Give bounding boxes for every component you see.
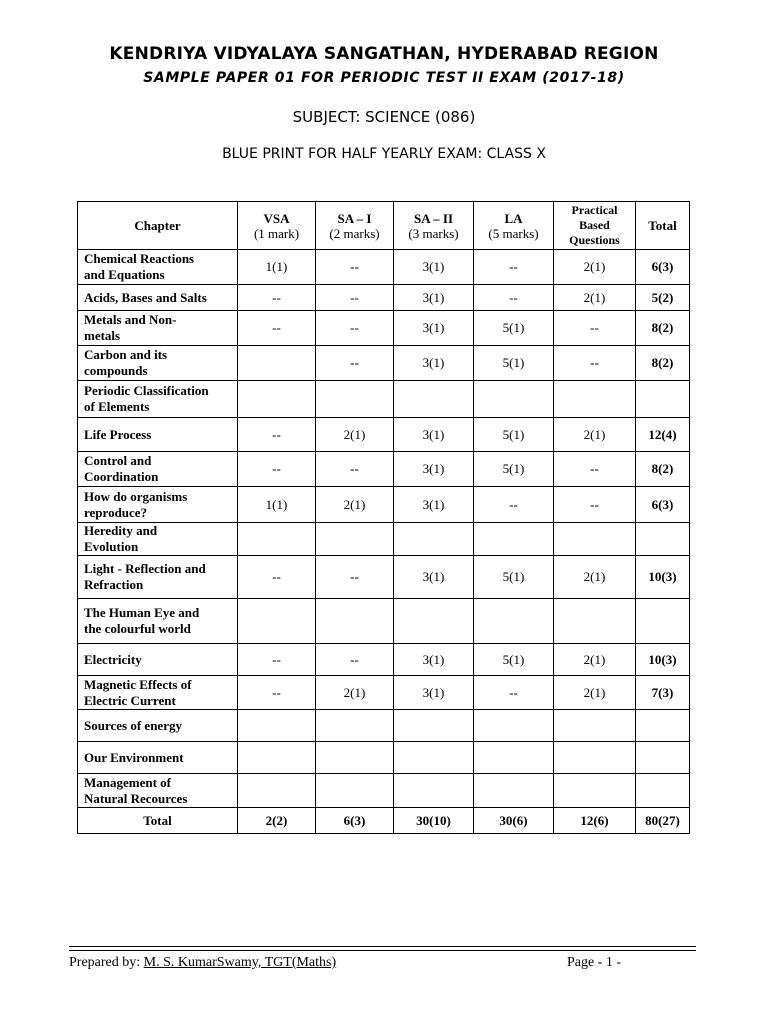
chapter-name-line: Acids, Bases and Salts [84,289,207,305]
header-sa1 [316,202,394,250]
total-label: Total [78,808,238,834]
chapter-cell [78,487,238,523]
table-row [78,523,690,556]
practical-cell: -- [554,346,636,381]
header-total: Total [636,202,690,250]
chapter-name-line: Metals and Non- [84,312,177,327]
sa2-cell [394,742,474,774]
page-number: Page - 1 - [567,955,622,970]
total-cell: 12(4) [636,418,690,452]
vsa-cell [238,346,316,381]
header-sa2 [394,202,474,250]
chapter-name-line: The Human Eye and [84,605,200,620]
sa1-cell [316,742,394,774]
vsa-cell [238,599,316,644]
practical-cell: 2(1) [554,644,636,676]
chapter-name-line: reproduce? [84,504,148,520]
la-cell: 5(1) [474,556,554,599]
chapter-name-line: How do organisms [84,488,188,504]
chapter-name-line: Natural Recources [84,790,188,806]
header-practical-line3: Questions [569,233,620,247]
vsa-cell: -- [238,556,316,599]
la-cell: 5(1) [474,644,554,676]
blueprint-table-body [78,250,690,808]
table-row [78,710,690,742]
total-cell: 7(3) [636,676,690,710]
chapter-cell [78,644,238,676]
vsa-cell: -- [238,418,316,452]
vsa-cell [238,774,316,808]
chapter-name-line: Light - Reflection and [84,561,206,576]
chapter-cell [78,742,238,774]
chapter-cell [78,285,238,311]
practical-cell: 2(1) [554,250,636,285]
practical-cell: -- [554,452,636,487]
table-row [78,556,690,599]
sa1-cell [316,523,394,556]
practical-cell [554,710,636,742]
sa1-cell [316,710,394,742]
practical-cell: 2(1) [554,556,636,599]
la-cell: -- [474,285,554,311]
chapter-cell [78,676,238,710]
table-row [78,487,690,523]
total-la: 30(6) [474,808,554,834]
total-cell: 10(3) [636,556,690,599]
sa1-cell: -- [316,346,394,381]
sa2-cell: 3(1) [394,644,474,676]
practical-cell [554,381,636,418]
vsa-cell: -- [238,311,316,346]
header-practical-line2: Based [579,218,610,232]
sa1-cell: -- [316,250,394,285]
vsa-cell: 1(1) [238,250,316,285]
author-name: M. S. KumarSwamy, TGT(Maths) [143,955,337,970]
chapter-name-line: compounds [84,363,148,378]
la-cell: -- [474,487,554,523]
practical-cell [554,523,636,556]
footer-prepared-by [69,955,336,971]
chapter-name-line: the colourful world [84,621,191,636]
chapter-cell [78,523,238,556]
total-cell: 10(3) [636,644,690,676]
table-row [78,742,690,774]
chapter-cell [78,381,238,418]
sa1-cell: 2(1) [316,676,394,710]
chapter-name-line: Our Environment [84,749,184,765]
la-cell: -- [474,250,554,285]
chapter-cell [78,710,238,742]
chapter-cell [78,774,238,808]
footer-divider [69,946,696,947]
header-vsa-label: VSA [263,210,290,226]
total-vsa: 2(2) [238,808,316,834]
la-cell: 5(1) [474,346,554,381]
header-sa2-label: SA – II [413,210,454,226]
total-cell: 6(3) [636,487,690,523]
la-cell [474,599,554,644]
la-cell: 5(1) [474,311,554,346]
sa2-cell: 3(1) [394,285,474,311]
header-vsa-marks: (1 mark) [253,225,300,241]
header-sa1-marks: (2 marks) [329,225,380,241]
header-practical-line1: Practical [571,203,618,217]
table-row [78,774,690,808]
paper-title: SAMPLE PAPER 01 FOR PERIODIC TEST II EXAM (2017-18) [143,70,625,86]
sa1-cell: -- [316,311,394,346]
total-cell [636,774,690,808]
sa2-cell: 3(1) [394,676,474,710]
practical-cell [554,599,636,644]
vsa-cell: -- [238,285,316,311]
total-cell: 8(2) [636,452,690,487]
sa1-cell [316,774,394,808]
header-chapter: Chapter [78,202,238,250]
sa1-cell: -- [316,285,394,311]
header-la-marks: (5 marks) [488,225,539,241]
vsa-cell [238,710,316,742]
la-cell [474,523,554,556]
total-cell [636,710,690,742]
table-row [78,452,690,487]
vsa-cell [238,381,316,418]
header-la [474,202,554,250]
total-cell [636,381,690,418]
chapter-name-line: Refraction [84,577,144,592]
total-practical: 12(6) [554,808,636,834]
vsa-cell: -- [238,644,316,676]
chapter-cell [78,556,238,599]
total-cell: 8(2) [636,346,690,381]
header-la-label: LA [504,210,523,226]
total-cell [636,742,690,774]
la-cell: 5(1) [474,418,554,452]
total-grand: 80(27) [636,808,690,834]
chapter-name-line: Management of [84,774,172,790]
la-cell [474,742,554,774]
header-practical [554,202,636,250]
sa1-cell: -- [316,452,394,487]
chapter-cell [78,311,238,346]
chapter-name-line: Coordination [84,469,159,484]
total-cell [636,523,690,556]
la-cell: 5(1) [474,452,554,487]
la-cell [474,710,554,742]
chapter-name-line: Heredity and [84,523,158,538]
la-cell: -- [474,676,554,710]
sa1-cell [316,381,394,418]
chapter-cell [78,346,238,381]
table-row [78,311,690,346]
table-row [78,381,690,418]
sa1-cell: 2(1) [316,487,394,523]
blueprint-table [77,201,690,834]
sa2-cell: 3(1) [394,556,474,599]
chapter-name-line: Periodic Classification [84,383,209,398]
header-sa2-marks: (3 marks) [408,225,459,241]
vsa-cell: 1(1) [238,487,316,523]
sa1-cell: -- [316,644,394,676]
table-row [78,250,690,285]
practical-cell: -- [554,311,636,346]
subject-title: SUBJECT: SCIENCE (086) [292,108,476,126]
sa2-cell: 3(1) [394,250,474,285]
blueprint-title: BLUE PRINT FOR HALF YEARLY EXAM: CLASS X [222,146,546,162]
chapter-cell [78,250,238,285]
chapter-name-line: Evolution [84,539,139,554]
sa2-cell: 3(1) [394,452,474,487]
practical-cell [554,742,636,774]
la-cell [474,774,554,808]
total-cell: 6(3) [636,250,690,285]
footer-divider-inner [69,950,696,951]
total-cell [636,599,690,644]
practical-cell: 2(1) [554,418,636,452]
practical-cell: -- [554,487,636,523]
chapter-name-line: Sources of energy [84,717,182,733]
prepared-label: Prepared by: [69,955,141,970]
sa1-cell [316,599,394,644]
header-vsa [238,202,316,250]
table-row [78,676,690,710]
sa2-cell: 3(1) [394,418,474,452]
sa2-cell [394,381,474,418]
chapter-name-line: and Equations [84,267,165,282]
table-row [78,285,690,311]
table-row [78,346,690,381]
chapter-name-line: Control and [84,453,152,468]
practical-cell [554,774,636,808]
sa2-cell: 3(1) [394,487,474,523]
practical-cell: 2(1) [554,285,636,311]
sa1-cell: 2(1) [316,418,394,452]
table-row [78,599,690,644]
chapter-cell [78,418,238,452]
sa2-cell: 3(1) [394,346,474,381]
chapter-name-line: Carbon and its [84,347,168,362]
vsa-cell: -- [238,676,316,710]
total-cell: 5(2) [636,285,690,311]
sa2-cell [394,599,474,644]
vsa-cell: -- [238,452,316,487]
chapter-name-line: Electricity [84,651,142,667]
total-cell: 8(2) [636,311,690,346]
chapter-name-line: Electric Current [84,692,176,708]
sa1-cell: -- [316,556,394,599]
total-row [78,808,690,834]
table-row [78,644,690,676]
organization-title: KENDRIYA VIDYALAYA SANGATHAN, HYDERABAD REGION [109,44,659,64]
sa2-cell [394,710,474,742]
chapter-name-line: of Elements [84,399,150,414]
total-sa2: 30(10) [394,808,474,834]
chapter-name-line: Magnetic Effects of [84,676,192,692]
table-row [78,418,690,452]
practical-cell: 2(1) [554,676,636,710]
table-header-row [78,202,690,250]
header-sa1-label: SA – I [337,210,372,226]
chapter-cell [78,599,238,644]
chapter-name-line: Chemical Reactions [84,251,195,266]
vsa-cell [238,742,316,774]
chapter-cell [78,452,238,487]
chapter-name-line: Life Process [84,426,152,442]
chapter-name-line: metals [84,328,121,343]
sa2-cell [394,774,474,808]
sa2-cell [394,523,474,556]
total-sa1: 6(3) [316,808,394,834]
la-cell [474,381,554,418]
sa2-cell: 3(1) [394,311,474,346]
vsa-cell [238,523,316,556]
